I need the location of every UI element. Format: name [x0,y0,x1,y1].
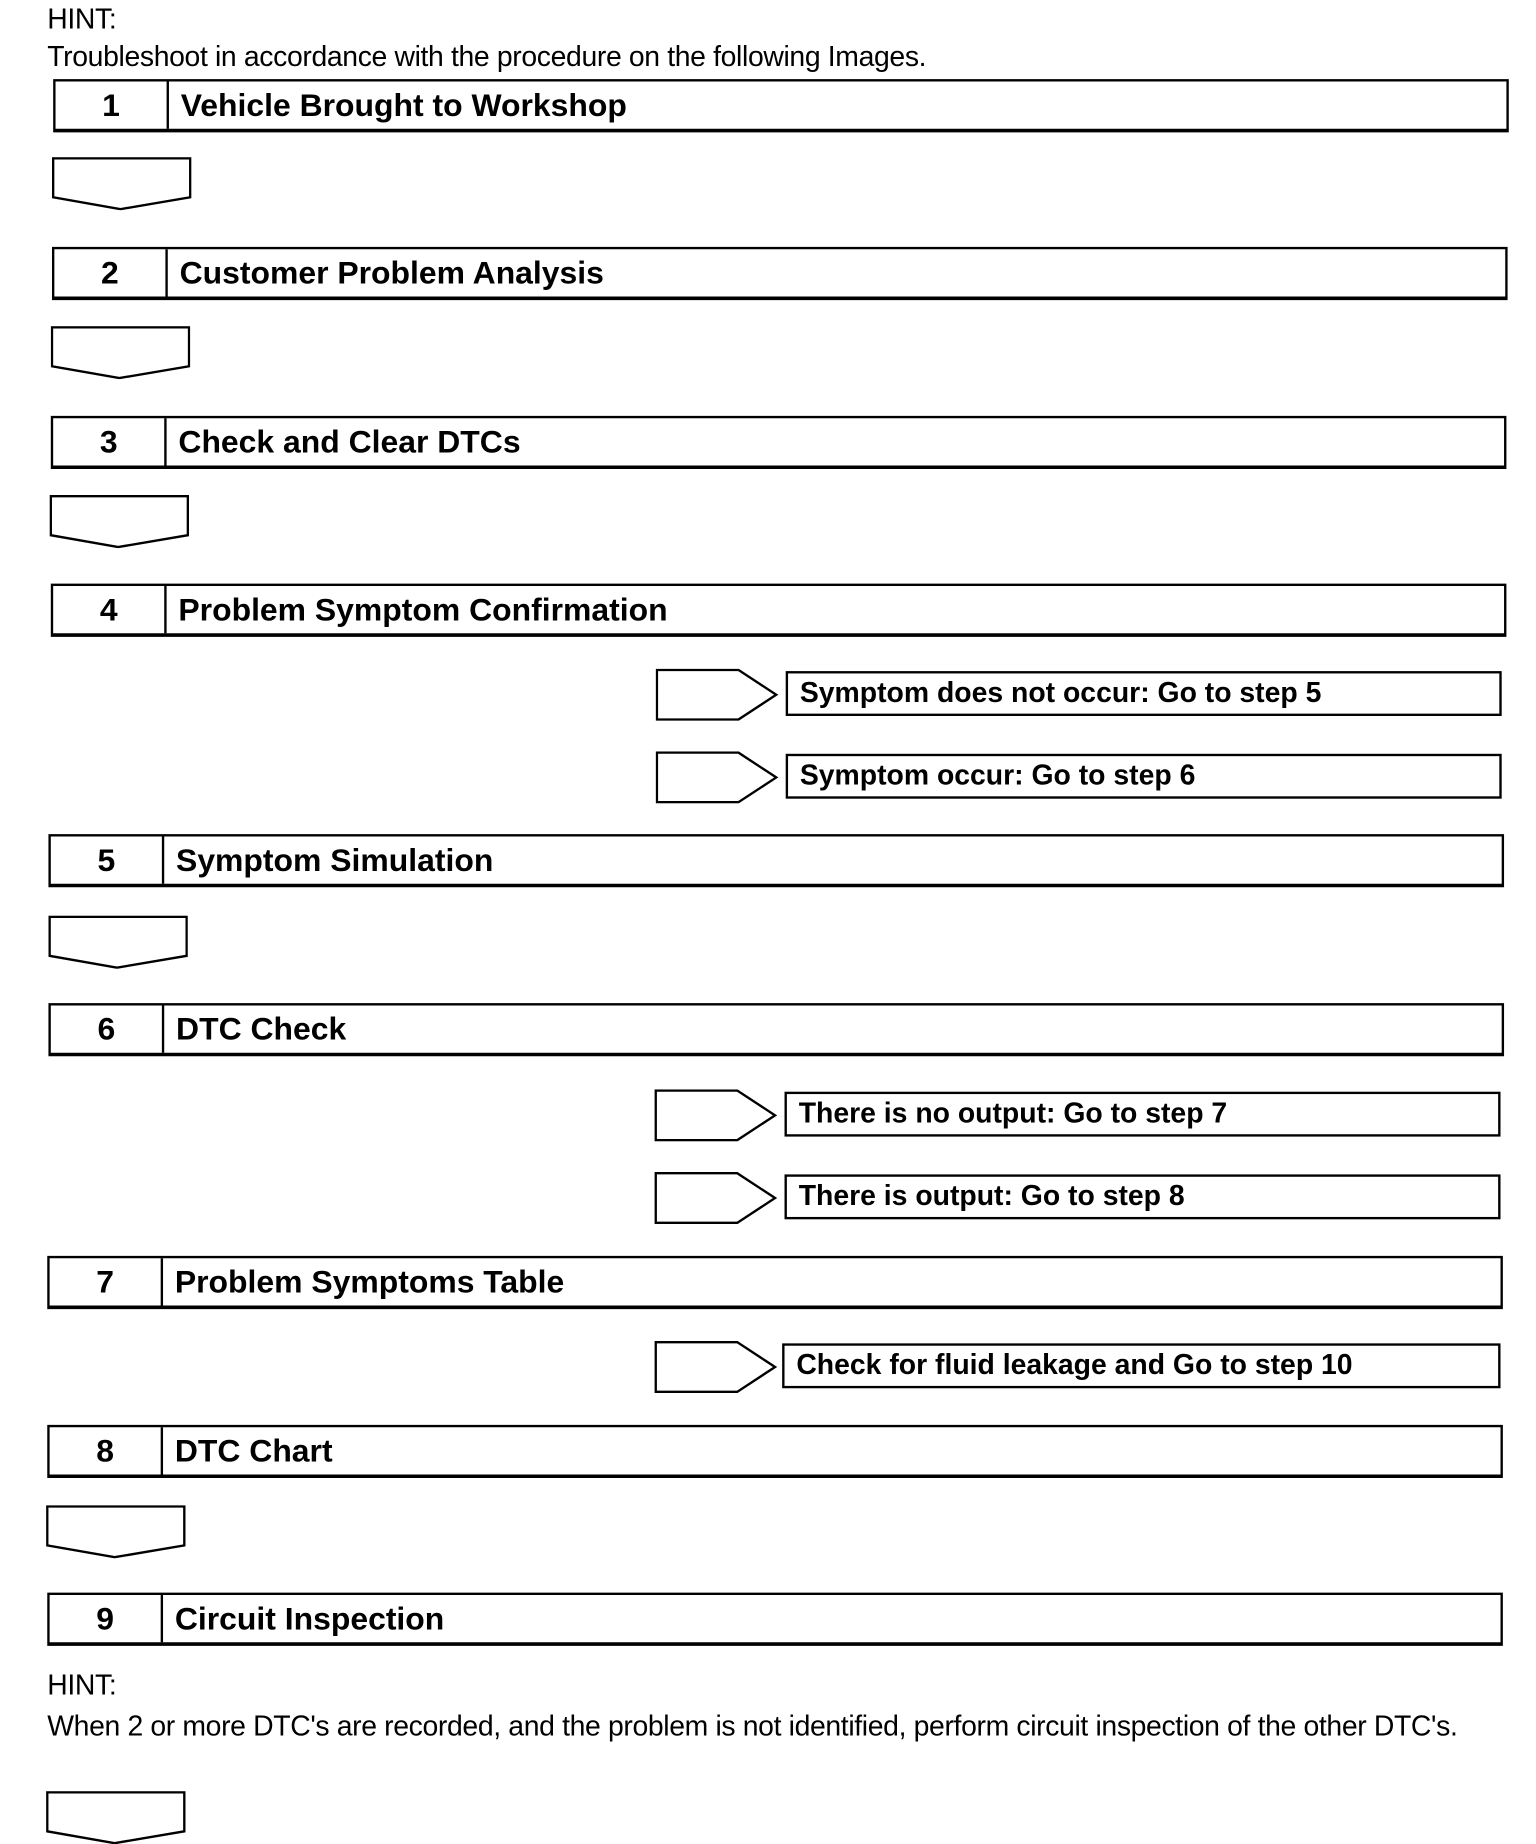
step-5 [48,834,1504,887]
hint-label: HINT: [47,1669,117,1702]
step-number: 9 [50,1595,163,1642]
step-title: Check and Clear DTCs [178,423,521,460]
step-number: 5 [51,837,164,884]
right-arrow-icon [655,1089,778,1141]
step-number: 4 [53,586,166,633]
step-number: 1 [56,82,169,129]
step-number: 7 [50,1258,163,1305]
branch-symptom-not-occur: Symptom does not occur: Go to step 5 [786,671,1502,716]
down-arrow-icon [50,495,189,548]
step-title: Vehicle Brought to Workshop [180,86,627,123]
down-arrow-icon [52,157,191,210]
branch-output: There is output: Go to step 8 [785,1174,1501,1219]
step-9 [47,1593,1503,1646]
step-3 [51,416,1507,469]
step-title: Problem Symptom Confirmation [178,591,668,627]
branch-no-output: There is no output: Go to step 7 [785,1092,1501,1137]
step-title: DTC Chart [174,1432,333,1469]
step-1 [53,79,1509,132]
down-arrow-icon [51,326,190,379]
step-title: Customer Problem Analysis [179,254,604,291]
hint-text: When 2 or more DTC's are recorded, and the problem is not identified, perform circuit inspection of the other DTC's. [47,1710,1458,1743]
step-number: 2 [54,249,167,296]
hint-text: Troubleshoot in accordance with the procedure on the following Images. [47,41,927,74]
branch-fluid-leakage: Check for fluid leakage and Go to step 10 [782,1343,1500,1388]
right-arrow-icon [656,669,779,721]
step-8 [47,1425,1503,1478]
step-2 [52,247,1508,300]
hint-label: HINT: [47,3,117,36]
down-arrow-icon [46,1791,185,1844]
down-arrow-icon [48,916,187,969]
step-7 [47,1256,1503,1309]
step-title: Problem Symptoms Table [174,1263,565,1300]
right-arrow-icon [655,1172,778,1224]
step-title: DTC Check [176,1010,347,1047]
branch-symptom-occur: Symptom occur: Go to step 6 [786,754,1502,799]
step-4 [51,584,1507,637]
down-arrow-icon [46,1505,185,1558]
right-arrow-icon [655,1341,778,1393]
right-arrow-icon [656,751,779,803]
step-number: 8 [50,1427,163,1474]
step-number: 3 [53,418,166,465]
step-title: Circuit Inspection [174,1600,445,1636]
step-number: 6 [51,1005,164,1052]
step-title: Symptom Simulation [176,841,494,878]
step-6 [48,1003,1504,1056]
